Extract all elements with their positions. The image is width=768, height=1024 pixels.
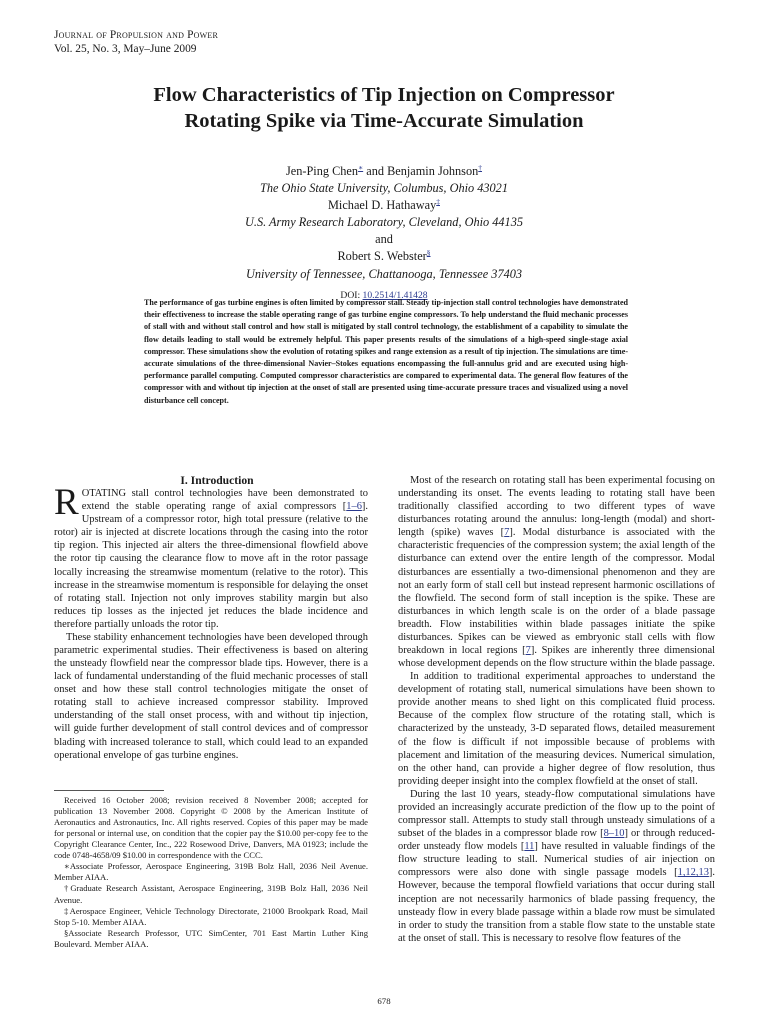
doi-link[interactable]: 10.2514/1.41428 xyxy=(362,289,428,301)
body-paragraph: In addition to traditional experimental approaches to understand the development of rotating stall, numerical simulations have been shown to provide another means to shed light on this complicated fluid process. Because of the complex flow structure of the rotating stall, which is characterized by the unsteady, 3-D separated flows, detailed measurement of the flow is difficult if not impossible because of problems with placement and limitation of the measuring devices. Numerical simulation, on the other hand, can provide a higher degree of flow resolution, thus providing deeper insight into the complex flowfield at the onset of stall. xyxy=(398,671,715,787)
body-paragraph: During the last 10 years, steady-flow computational simulations have provided an increasingly accurate prediction of the flow up to the point of compressor stall. Attempts to study stall through unsteady simulations of a subset of the blades in a compressor blade row [8–10] or through reduced-order unsteady flow models [11] have resulted in valuable findings of the flow structure leading to stall. Numerical studies of air injection on compressors were also done with single passage models [1,12,13]. However, because the temporal flowfield variations that occur during stall inception are not necessarily harmonics of blade passing frequency, the unsteady flow in every blade passage within a blade row must be simulated in order to study the transition from a stable flow state to the unstable state at the onset of stall. This is necessary to resolve flow features of the xyxy=(398,788,715,944)
author-line-3 xyxy=(40,248,728,265)
volume-issue: Vol. 25, No. 3, May–June 2009 xyxy=(54,43,197,55)
citation-link[interactable]: 7 xyxy=(525,645,531,657)
doi-label: DOI: xyxy=(340,289,363,301)
conjunction: and xyxy=(375,232,393,247)
affiliation: University of Tennessee, Chattanooga, Tennessee 37403 xyxy=(245,266,523,281)
author-name: Michael D. Hathaway xyxy=(328,198,437,213)
footnotes xyxy=(54,795,368,950)
journal-name: Journal of Propulsion and Power xyxy=(54,29,219,41)
page-number: 678 xyxy=(377,996,391,1006)
body-paragraph: ROTATING stall control technologies have been demonstrated to extend the stable operating range of axial compressors [1–6]. Upstream of a compressor rotor, high total pressure (relative to the rotor) air is injected at discrete locations through the casing into the rotor tip region. This injected air alters the three-dimensional flowfield above the rotor tip causing the clearance flow to move aft in the rotor passage locally increasing the streamwise momentum (relative to the rotor). This increase in the streamwise momentum is responsible for delaying the onset of rotating stall. Injection not only improves stability margin but also reduces tip losses as the injected jet reduces the blade incidence and therefore partially unloads the rotor tip. xyxy=(54,482,368,630)
conjunction: and xyxy=(363,164,388,178)
drop-cap: R xyxy=(54,482,79,524)
author-line-1 xyxy=(40,163,728,180)
left-column xyxy=(54,474,368,950)
author-block xyxy=(40,163,728,304)
journal-header xyxy=(54,28,218,56)
right-column xyxy=(398,474,715,945)
title-line-1: Flow Characteristics of Tip Injection on Compressor xyxy=(153,84,615,106)
footnote-mark[interactable]: § xyxy=(426,248,431,258)
author-name: Robert S. Webster xyxy=(337,249,427,264)
citation-link[interactable]: 8–10 xyxy=(603,828,625,840)
paper-title xyxy=(40,82,728,134)
citation-link[interactable]: 1–6 xyxy=(346,501,362,513)
author-name: Benjamin Johnson xyxy=(387,164,479,178)
affiliation: The Ohio State University, Columbus, Ohio 43021 xyxy=(260,181,508,196)
affiliation: U.S. Army Research Laboratory, Cleveland, Ohio 44135 xyxy=(244,215,524,230)
footnote: ∗Associate Professor, Aerospace Engineering, 319B Bolz Hall, 2036 Neil Avenue. Member AIAA. xyxy=(54,861,368,883)
footnote-mark[interactable]: ∗ xyxy=(358,162,364,172)
footnote: Received 16 October 2008; revision received 8 November 2008; accepted for publication 13 November 2008. Copyright © 2008 by the American Institute of Aeronautics and Astronautics, Inc. All rights reserved. Copies of this paper may be made for personal or internal use, on condition that the copier pay the $10.00 per-copy fee to the Copyright Clearance Center, Inc., 222 Rosewood Drive, Danvers, MA 01923; include the code 0748-4658/09 $10.00 in correspondence with the CCC. xyxy=(54,794,368,861)
citation-link[interactable]: 1,12,13 xyxy=(677,867,709,879)
author-line-2 xyxy=(40,197,728,214)
footnote-mark[interactable]: † xyxy=(478,162,483,172)
section-heading: I. Introduction xyxy=(180,474,254,487)
footnote: ‡Aerospace Engineer, Vehicle Technology Directorate, 21000 Brookpark Road, Mail Stop 5-10. Member AIAA. xyxy=(54,905,368,927)
citation-link[interactable]: 7 xyxy=(504,527,510,539)
footnote-divider xyxy=(54,790,164,791)
footnote: †Graduate Research Assistant, Aerospace Engineering, 319B Bolz Hall, 2036 Neil Avenue. xyxy=(54,883,368,905)
abstract: The performance of gas turbine engines is often limited by compressor stall. Steady tip-injection stall control technologies have demonstrated their effectiveness to increase the stable operating range of gas turbine engine compressors. To help understand the fluid mechanic processes of stall with and without stall control and how stall is mitigated by stall control technology, the establishment of a capability to simulate the flow details leading to stall would be extremely helpful. This paper presents results of the simulations of a high-speed single-stage axial compressor. These simulations show the evolution of rotating spikes and range extension as a result of tip injection. The simulations are time-accurate simulations of the three-dimensional Navier–Stokes equations encompassing the full-annulus grid and are executed using high-performance parallel computing. Computed compressor characteristics are compared to experimental data. The general flow features of the compressor with and without tip injection at the onset of stall are presented using time-accurate pressure traces and visualized using a novel disturbance cell concept. xyxy=(144,298,628,405)
citation-link[interactable]: 11 xyxy=(524,841,535,853)
footnote: §Associate Research Professor, UTC SimCenter, 701 East Martin Luther King Boulevard. Member AIAA. xyxy=(54,927,368,949)
footnote-mark[interactable]: ‡ xyxy=(436,197,440,207)
body-paragraph: These stability enhancement technologies have been developed through parametric experimental studies. Their effectiveness is based on altering the unsteady flowfield near the compressor blade tips. However, there is a lack of fundamental understanding of the fluid mechanic processes of stall onset and how these stall control technologies mitigate the onset of rotating stall to achieve increased compressor stability. Improved understanding of the stall onset process, with and without tip injection, will guide further development of stall control devices and of compressor blading with increased tolerance to stall, which could lead to an expanded operational envelope of gas turbine engines. xyxy=(54,631,368,761)
body-paragraph: Most of the research on rotating stall has been experimental focusing on understanding its onset. The events leading to rotating stall have been traditionally classified according to two different types of wave disturbances rotating around the annulus: long-length (modal) and short-length (spike) waves [7]. Modal disturbance is associated with the characteristic frequencies of the compression system; the axial length of the disturbance can extend over the entire length of the compressor. Modal disturbances are essentially a two-dimensional phenomenon and they are not an early form of stall cell but instead represent harmonic oscillations of the flowfield. The second form of stall inception is the spike. These are disturbances in which length scale is on the order of a blade passage breadth. Flow instabilities within blade passages initiate the spike disturbances. Spikes can be viewed as embryonic stall cells with flow breakdown in local regions [7]. Spikes are inherently three dimensional whose development depends on the flow structure within the blade passage. xyxy=(398,475,716,670)
title-line-2: Rotating Spike via Time-Accurate Simulation xyxy=(184,110,584,132)
author-name: Jen-Ping Chen xyxy=(285,164,359,178)
